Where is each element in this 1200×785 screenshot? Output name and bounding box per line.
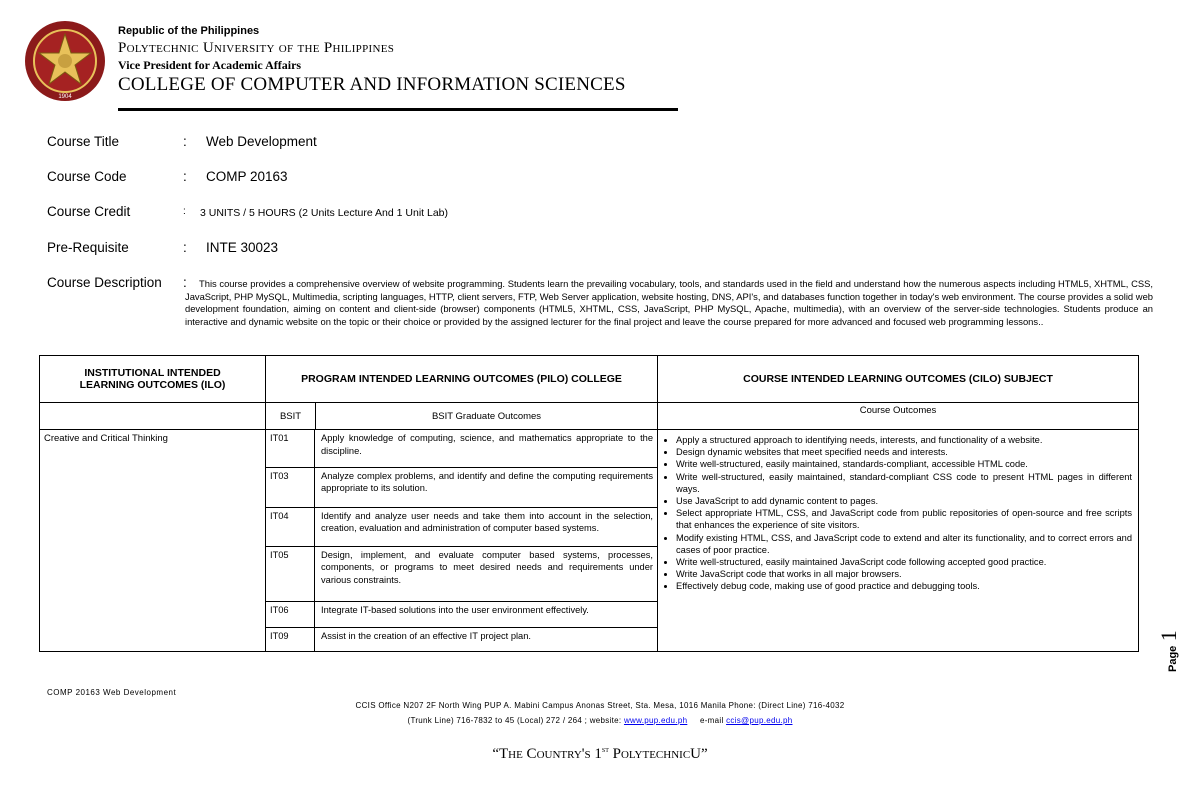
course-outcomes-subheader: Course Outcomes bbox=[658, 403, 1139, 430]
vice-president-label: Vice President for Academic Affairs bbox=[118, 58, 302, 72]
prerequisite-label: Pre-Requisite bbox=[47, 240, 129, 255]
pilo-code: IT05 bbox=[266, 546, 315, 601]
list-item: • Write well-structured, easily maintained JavaScript code following accepted good practice. bbox=[676, 556, 1132, 568]
course-code-label: Course Code bbox=[47, 169, 127, 184]
course-credit-value: 3 UNITS / 5 HOURS (2 Units Lecture And 1 Unit Lab) bbox=[200, 207, 449, 219]
footer-address: CCIS Office N207 2F North Wing PUP A. Mabini Campus Anonas Street, Sta. Mesa, 1016 Manila Phone: (Direct Line) 716-4032 bbox=[355, 701, 845, 710]
course-code-value: COMP 20163 bbox=[206, 169, 288, 184]
email-link[interactable]: ccis@pup.edu.ph bbox=[726, 716, 793, 725]
page-word: Page bbox=[1167, 645, 1179, 672]
bsit-subheader: BSIT bbox=[266, 403, 316, 430]
course-description-label: Course Description bbox=[47, 275, 162, 290]
list-item: • Write JavaScript code that works in all major browsers. bbox=[676, 568, 1132, 580]
pilo-text: Integrate IT-based solutions into the user environment effectively. bbox=[315, 601, 658, 627]
university-name: Polytechnic University of the Philippines bbox=[118, 40, 395, 56]
list-item: • Effectively debug code, making use of good practice and debugging tools. bbox=[676, 580, 1132, 592]
republic-label: Republic of the Philippines bbox=[118, 25, 260, 37]
pilo-code: IT09 bbox=[266, 627, 315, 651]
email-prefix: e-mail bbox=[699, 716, 727, 725]
course-credit-label: Course Credit bbox=[47, 204, 131, 219]
list-item: • Apply a structured approach to identifying needs, interests, and functionality of a website. bbox=[676, 434, 1132, 446]
tagline-sup: st bbox=[601, 744, 609, 754]
table-row bbox=[266, 601, 657, 627]
ilo-subheader-empty bbox=[40, 403, 266, 430]
table-row bbox=[266, 507, 657, 546]
table-row bbox=[266, 627, 657, 651]
course-outcomes-list bbox=[658, 430, 1138, 593]
pilo-code: IT06 bbox=[266, 601, 315, 627]
table-row bbox=[266, 546, 657, 601]
pilo-text: Identify and analyze user needs and take them into account in the selection, creation, evaluation and administration of computer based systems. bbox=[315, 507, 658, 546]
tagline-pre: “The Country's 1 bbox=[492, 746, 602, 762]
seal-year: 1904 bbox=[58, 94, 72, 100]
list-item: • Modify existing HTML, CSS, and JavaScript code to extend and alter its functionality, and to correct errors and cases of poor practice. bbox=[676, 532, 1132, 556]
course-title-value: Web Development bbox=[206, 134, 317, 149]
list-item: • Select appropriate HTML, CSS, and JavaScript code from public repositories of open-source and free scripts that enhances the experience of site visitors. bbox=[676, 507, 1132, 531]
cilo-header: COURSE INTENDED LEARNING OUTCOMES (CILO) SUBJECT bbox=[658, 356, 1139, 403]
colon: : bbox=[183, 206, 186, 217]
pilo-list bbox=[266, 430, 657, 651]
table-row bbox=[266, 467, 657, 507]
list-item: • Write well-structured, easily maintained, standards-compliant, accessible HTML code. bbox=[676, 458, 1132, 470]
list-item: • Write well-structured, easily maintained, standard-compliant CSS code to present HTML pages in different ways. bbox=[676, 471, 1132, 495]
pilo-text: Assist in the creation of an effective IT project plan. bbox=[321, 630, 531, 641]
footer-course: COMP 20163 Web Development bbox=[47, 688, 177, 697]
college-name: COLLEGE OF COMPUTER AND INFORMATION SCIENCES bbox=[118, 74, 626, 95]
footer-contact-prefix: (Trunk Line) 716-7832 to 45 (Local) 272 / 264 ; website: bbox=[407, 716, 624, 725]
list-item: • Design dynamic websites that meet specified needs and interests. bbox=[676, 446, 1132, 458]
pilo-code: IT04 bbox=[266, 507, 315, 546]
pilo-code: IT03 bbox=[266, 467, 315, 507]
website-link[interactable]: www.pup.edu.ph bbox=[623, 716, 688, 725]
colon: : bbox=[183, 134, 187, 149]
course-title-label: Course Title bbox=[47, 134, 120, 149]
colon: : bbox=[183, 169, 187, 184]
colon: : bbox=[183, 275, 187, 290]
list-item: • Use JavaScript to add dynamic content to pages. bbox=[676, 495, 1132, 507]
colon: : bbox=[183, 240, 187, 255]
prerequisite-value: INTE 30023 bbox=[206, 240, 279, 255]
ilo-header: INSTITUTIONAL INTENDED LEARNING OUTCOMES (ILO) bbox=[40, 356, 266, 403]
pilo-code: IT01 bbox=[266, 430, 315, 467]
page-number-label bbox=[1156, 620, 1186, 672]
ilo-cell: Creative and Critical Thinking bbox=[40, 430, 266, 652]
course-description-text: This course provides a comprehensive overview of website programming. Students learn the prevailing vocabulary, tools, and standards used in the field and understand how the numerous aspects including HTML5, XHTML, CSS, JavaScript, PHP MySQL, Multimedia, scripting languages, HTTP, client servers, FTP, Web Server application, website hosting, DNS, API's, and databases function together in today's web environment. The course provides a solid web development foundation, aiming on content and client-side (browser) components (HTML5, XHTML, CSS, JavaScript, PHP MySQL, Apache, multimedia), with an overview of the server-side technologies. Students produce an interactive and dynamic website on the topic or their choice or provided by the assigned lecturer for the final project and leave the course prepared for more advanced and focused web programming lessons.. bbox=[185, 278, 1153, 327]
pilo-header: PROGRAM INTENDED LEARNING OUTCOMES (PILO) COLLEGE bbox=[266, 356, 658, 403]
table-row bbox=[266, 430, 657, 467]
footer-contact bbox=[0, 716, 1200, 725]
pilo-text: Apply knowledge of computing, science, and mathematics appropriate to the discipline. bbox=[315, 430, 658, 467]
page-number: 1 bbox=[1156, 630, 1181, 642]
pilo-cell bbox=[266, 430, 658, 652]
outcomes-table bbox=[39, 355, 1139, 652]
pilo-text: Analyze complex problems, and identify and define the computing requirements appropriate to its solution. bbox=[315, 467, 658, 507]
tagline-post: PolytechnicU” bbox=[608, 746, 708, 762]
pilo-text: Design, implement, and evaluate computer based systems, processes, components, or programs to meet desired needs and requirements under various constraints. bbox=[315, 546, 658, 601]
tagline bbox=[0, 744, 1200, 763]
header-rule bbox=[118, 108, 678, 111]
cilo-cell bbox=[658, 430, 1139, 652]
graduate-outcomes-subheader: BSIT Graduate Outcomes bbox=[316, 403, 658, 430]
university-seal bbox=[24, 20, 106, 102]
